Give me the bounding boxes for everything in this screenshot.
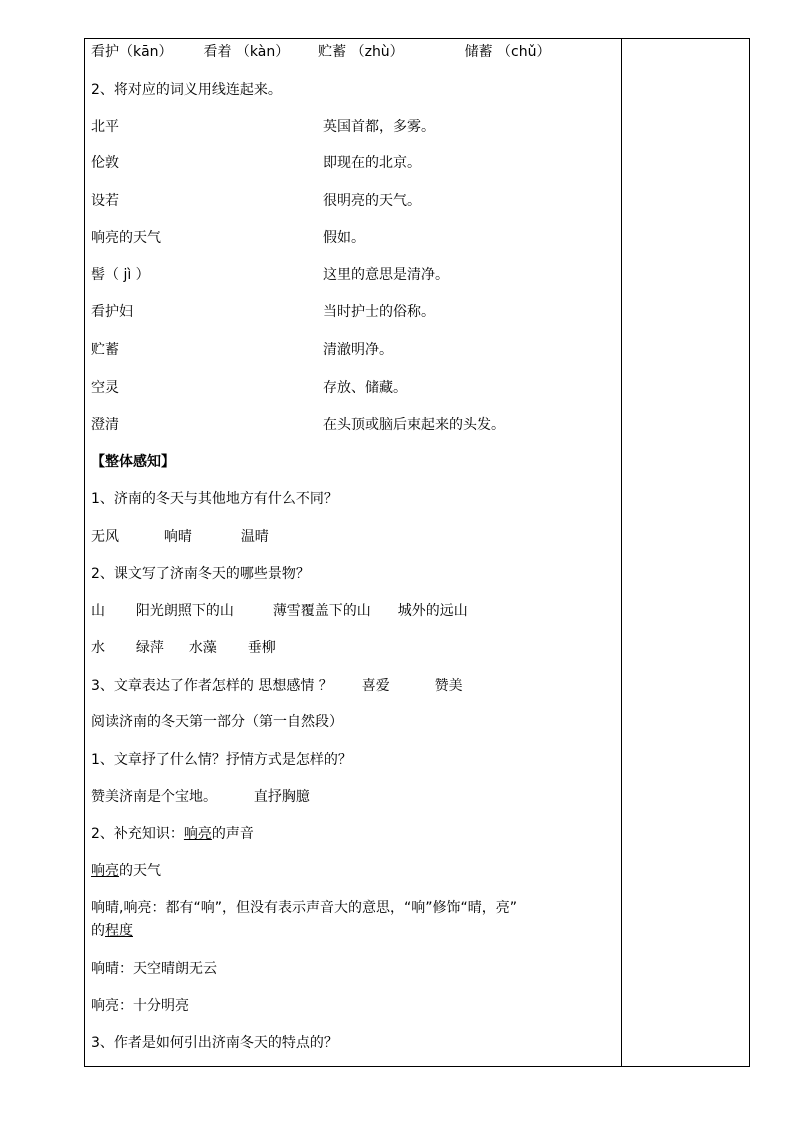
answer-item: 薄雪覆盖下的山 [272,603,371,619]
answer-item: 温晴 [240,529,269,545]
question-text: 2、补充知识： [91,826,184,842]
answer-item: 赞美济南是个宝地。 [91,789,217,805]
answer-item: 水 [91,640,105,656]
match-word: 髻（ jì ） [91,267,150,283]
pinyin-item: 看着 （kàn） [203,44,290,60]
answer-line [91,602,468,620]
match-meaning: 很明亮的天气。 [323,193,421,209]
answer-item: 垂柳 [247,640,276,656]
pinyin-item: 看护（kān） [91,44,173,60]
answer-item: 响晴 [163,529,192,545]
question: 3、文章表达了作者怎样的 思想感情 ？ [91,678,333,694]
match-word: 响亮的天气 [91,230,161,246]
answer-item: 水藻 [188,640,217,656]
match-meaning: 存放、储藏。 [323,380,407,396]
answer-line [91,677,463,695]
question: 2、课文写了济南冬天的哪些景物？ [91,566,310,582]
definition-line: 响晴：天空晴朗无云 [91,961,217,977]
content-column [85,39,621,1066]
answer-item: 阳光朗照下的山 [135,603,234,619]
pinyin-item: 贮蓄 （zhù） [318,44,404,60]
explanation-text: 的 [91,923,105,939]
pinyin-line [91,43,551,61]
match-word: 贮蓄 [91,342,119,358]
section-heading: 【整体感知】 [91,454,175,470]
answer-item: 城外的远山 [397,603,468,619]
answer-line [91,788,310,806]
match-word: 澄清 [91,417,119,433]
answer-line [91,639,276,657]
lesson-table [84,38,750,1067]
underlined-term: 响亮 [91,863,119,879]
match-question: 2、将对应的词义用线连起来。 [91,82,282,98]
answer-item: 无风 [91,529,119,545]
match-meaning: 英国首都，多雾。 [323,119,435,135]
match-word: 伦敦 [91,155,119,171]
answer-item: 喜爱 [361,678,390,694]
match-meaning: 清澈明净。 [323,342,393,358]
match-meaning: 假如。 [323,230,365,246]
match-meaning: 当时护士的俗称。 [323,304,435,320]
pinyin-item: 储蓄 （chǔ） [464,44,551,60]
note-text: 的天气 [119,863,161,879]
match-meaning: 这里的意思是清净。 [323,267,449,283]
match-word: 空灵 [91,380,119,396]
explanation-line: 响晴,响亮：都有“响”，但没有表示声音大的意思，“响”修饰“晴，亮” [91,900,517,916]
match-word: 看护妇 [91,304,133,320]
note-line [91,862,161,880]
match-word: 设若 [91,193,119,209]
part-title: 阅读济南的冬天第一部分（第一自然段） [91,714,343,730]
question: 1、济南的冬天与其他地方有什么不同？ [91,491,338,507]
underlined-term: 响亮 [183,826,212,842]
answer-item: 赞美 [434,678,463,694]
answer-item: 绿萍 [135,640,164,656]
question: 3、作者是如何引出济南冬天的特点的？ [91,1035,338,1051]
explanation-line [91,922,133,940]
question [91,825,254,843]
question: 1、文章抒了什么情？抒情方式是怎样的？ [91,752,352,768]
answer-item: 山 [91,603,105,619]
definition-line: 响亮：十分明亮 [91,998,189,1014]
answer-line [91,528,269,546]
answer-item: 直抒胸臆 [253,789,310,805]
question-text: 的声音 [211,826,254,842]
underlined-term: 程度 [105,923,133,939]
match-meaning: 即现在的北京。 [323,155,421,171]
notes-column [622,39,749,1066]
match-meaning: 在头顶或脑后束起来的头发。 [323,417,505,433]
match-word: 北平 [91,119,119,135]
